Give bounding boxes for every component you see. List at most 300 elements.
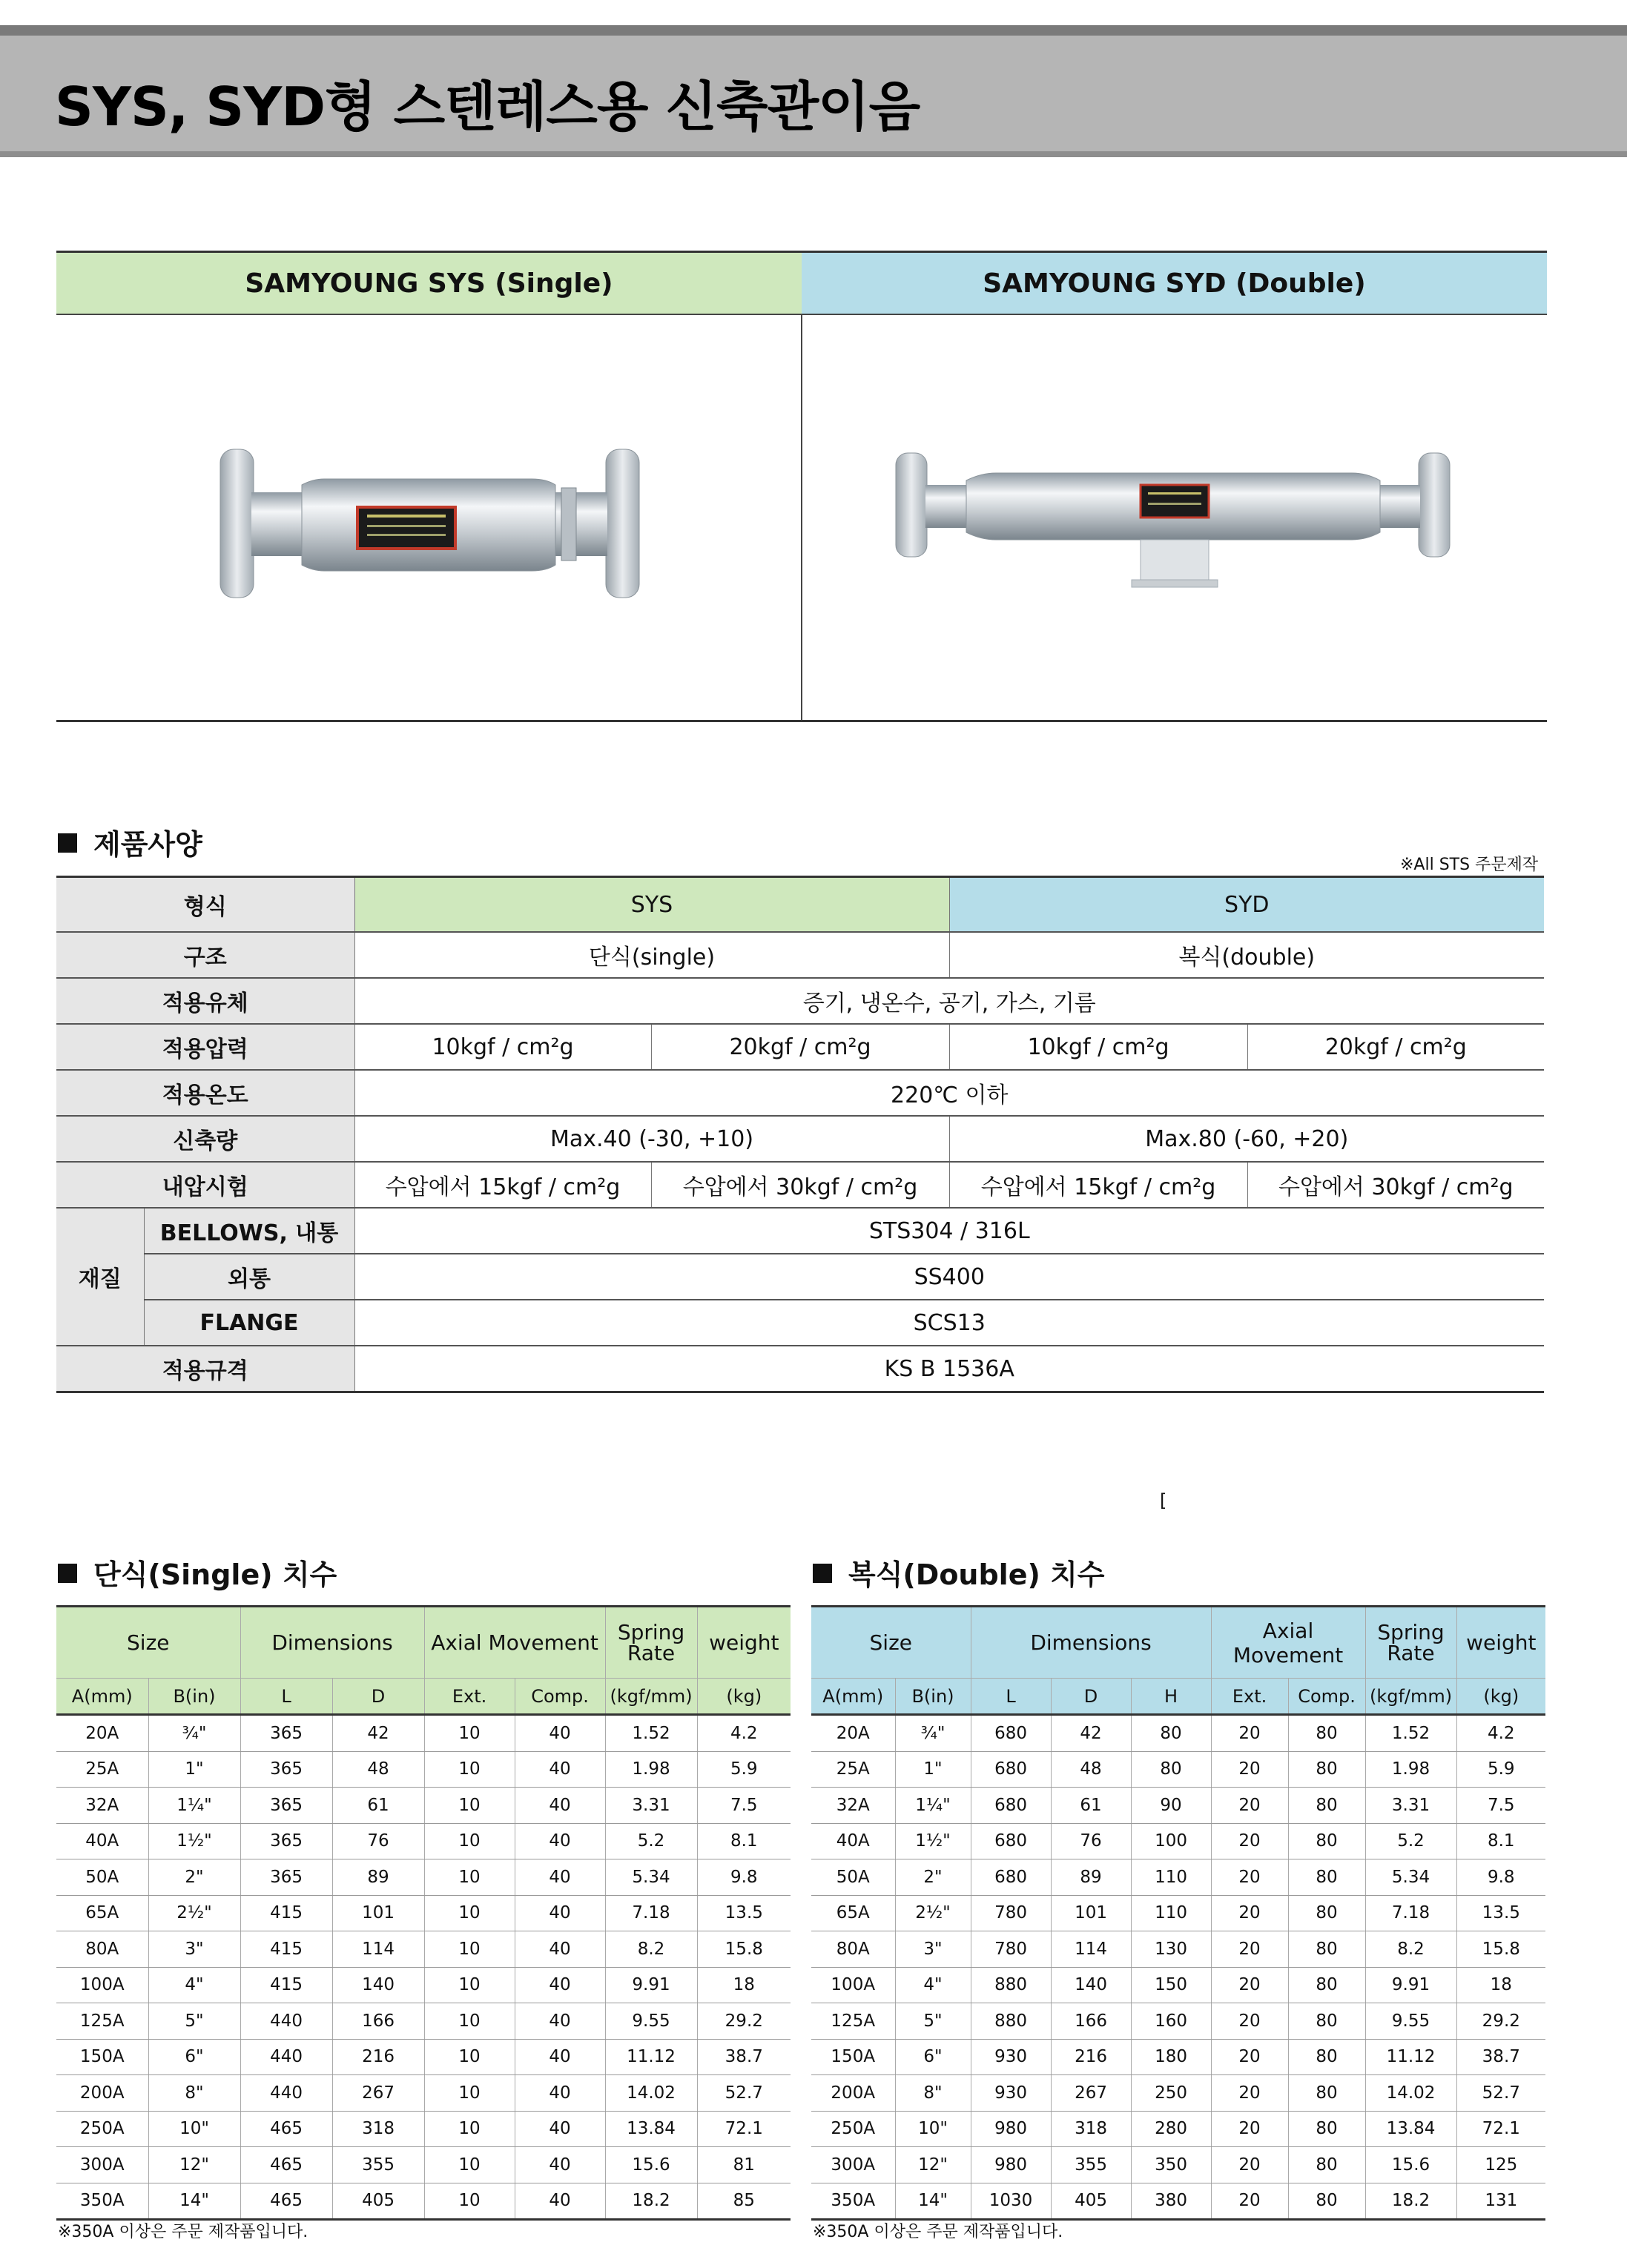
spec-std-label: 적용규격 [56,1346,354,1392]
sys-image-cell [56,314,802,721]
column-subheader: Ext. [1211,1679,1288,1715]
table-row [56,1208,1544,1254]
table-cell: 20 [1211,2003,1288,2040]
table-cell: 80 [1131,1715,1211,1752]
square-bullet-icon [813,1564,832,1583]
table-cell: 380 [1131,2183,1211,2220]
table-cell: 61 [1051,1788,1131,1824]
table-cell: 50A [811,1859,895,1896]
table-cell: 125A [811,2003,895,2040]
table-cell: 3.31 [1365,1788,1456,1824]
spec-type-label: 형식 [56,877,354,933]
table-cell: 18 [1456,1967,1545,2003]
table-cell: 80A [811,1931,895,1968]
column-subheader: L [971,1679,1051,1715]
table-cell: 8.1 [697,1823,791,1859]
table-cell: 150A [56,2039,148,2075]
column-subheader: (kg) [1456,1679,1545,1715]
table-cell: 3" [148,1931,240,1968]
table-cell: 166 [1051,2003,1131,2040]
table-cell: 80 [1131,1751,1211,1788]
table-cell: 7.5 [697,1788,791,1824]
table-cell: 13.5 [697,1895,791,1931]
table-cell: 29.2 [697,2003,791,2040]
table-cell: 131 [1456,2183,1545,2220]
table-cell: 10 [424,1823,515,1859]
table-cell: 20 [1211,1859,1288,1896]
spec-outer-value: SS400 [354,1254,1544,1300]
table-row [56,932,1544,978]
table-cell: 89 [1051,1859,1131,1896]
column-subheader: B(in) [895,1679,971,1715]
table-cell: 250A [811,2111,895,2147]
table-cell: 1.98 [605,1751,697,1788]
table-cell: 318 [332,2111,424,2147]
spec-material-label: 재질 [56,1208,144,1346]
table-cell: 80 [1288,2183,1365,2220]
spec-exp-label: 신축량 [56,1116,354,1162]
table-row [811,1788,1545,1824]
table-cell: 29.2 [1456,2003,1545,2040]
table-cell: 80 [1288,1823,1365,1859]
table-cell: 355 [332,2147,424,2183]
table-row [811,1823,1545,1859]
table-cell: 980 [971,2111,1051,2147]
table-row [56,1346,1544,1392]
square-bullet-icon [58,1564,77,1583]
table-cell: 10" [148,2111,240,2147]
table-cell: 80 [1288,1751,1365,1788]
table-cell: 125 [1456,2147,1545,2183]
table-cell: 114 [332,1931,424,1968]
table-row [56,2039,791,2075]
spec-note: ※All STS 주문제작 [1400,856,1539,874]
table-cell: 166 [332,2003,424,2040]
table-cell: 15.8 [1456,1931,1545,1968]
table-cell: 10 [424,1895,515,1931]
table-cell: 40 [515,1967,605,2003]
column-subheader: (kgf/mm) [605,1679,697,1715]
table-row [56,2111,791,2147]
table-cell: 1¼" [148,1788,240,1824]
top-rule [0,25,1627,36]
table-cell: 40 [515,1931,605,1968]
table-cell: 6" [895,2039,971,2075]
table-cell: 300A [811,2147,895,2183]
table-cell: 80 [1288,1931,1365,1968]
table-cell: 42 [1051,1715,1131,1752]
table-cell: 32A [56,1788,148,1824]
table-cell: 7.18 [1365,1895,1456,1931]
table-cell: 100A [56,1967,148,2003]
double-axial-header: Axial Movement [1211,1607,1365,1679]
table-cell: 440 [240,2039,332,2075]
table-row [56,1300,1544,1346]
table-row [56,877,1544,933]
column-subheader: Ext. [424,1679,515,1715]
table-cell: 13.84 [605,2111,697,2147]
table-cell: 365 [240,1788,332,1824]
spec-test-sys-15: 수압에서 15kgf / cm²g [354,1162,651,1208]
table-cell: 40 [515,1823,605,1859]
table-cell: 110 [1131,1895,1211,1931]
table-cell: 10 [424,1715,515,1752]
table-cell: 12" [148,2147,240,2183]
table-cell: 125A [56,2003,148,2040]
table-cell: 20 [1211,1715,1288,1752]
table-row [56,2147,791,2183]
table-cell: 5.9 [1456,1751,1545,1788]
table-cell: 76 [1051,1823,1131,1859]
table-cell: 318 [1051,2111,1131,2147]
table-cell: 80 [1288,1895,1365,1931]
table-cell: 101 [332,1895,424,1931]
spec-std-value: KS B 1536A [354,1346,1544,1392]
table-cell: 140 [1051,1967,1131,2003]
table-cell: 465 [240,2183,332,2220]
table-cell: 200A [811,2075,895,2112]
table-cell: 150A [811,2039,895,2075]
spec-bellows-value: STS304 / 316L [354,1208,1544,1254]
table-cell: 40A [811,1823,895,1859]
table-cell: 10 [424,2039,515,2075]
table-row [56,1788,791,1824]
table-cell: 6" [148,2039,240,2075]
spec-pressure-syd-20: 20kgf / cm²g [1247,1024,1544,1070]
table-cell: 10 [424,1788,515,1824]
table-cell: 350 [1131,2147,1211,2183]
table-row [56,2075,791,2112]
table-cell: 350A [811,2183,895,2220]
product-image-table [56,251,1547,722]
table-cell: 40 [515,1751,605,1788]
table-cell: 5.2 [605,1823,697,1859]
table-cell: 18.2 [1365,2183,1456,2220]
table-cell: 76 [332,1823,424,1859]
table-row [811,2183,1545,2220]
table-cell: 8" [895,2075,971,2112]
table-cell: 20A [811,1715,895,1752]
table-row [811,1751,1545,1788]
table-cell: 80 [1288,2111,1365,2147]
table-cell: 10" [895,2111,971,2147]
table-cell: 5.9 [697,1751,791,1788]
table-cell: 40 [515,1715,605,1752]
double-weight-header: weight [1456,1607,1545,1679]
column-subheader: A(mm) [811,1679,895,1715]
table-cell: 8.1 [1456,1823,1545,1859]
table-cell: 10 [424,2147,515,2183]
double-dims-title: 복식(Double) 치수 [813,1552,1105,1593]
table-cell: 65A [811,1895,895,1931]
column-subheader: B(in) [148,1679,240,1715]
table-cell: 40 [515,1859,605,1896]
table-cell: 10 [424,2003,515,2040]
table-cell: 5.34 [1365,1859,1456,1896]
table-cell: 40 [515,2183,605,2220]
table-cell: 780 [971,1895,1051,1931]
page-title: SYS, SYD형 스텐레스용 신축관이음 [55,76,920,138]
spec-test-syd-30: 수압에서 30kgf / cm²g [1247,1162,1544,1208]
table-row [56,978,1544,1024]
table-cell: 680 [971,1859,1051,1896]
table-cell: 2½" [148,1895,240,1931]
table-cell: 405 [1051,2183,1131,2220]
table-cell: 250 [1131,2075,1211,2112]
table-cell: 415 [240,1895,332,1931]
spec-temp-value: 220℃ 이하 [354,1070,1544,1116]
table-cell: 1.98 [1365,1751,1456,1788]
table-row [811,1715,1545,1752]
sys-image-header: SAMYOUNG SYS (Single) [56,252,802,315]
column-subheader: H [1131,1679,1211,1715]
table-cell: 200A [56,2075,148,2112]
table-cell: 100A [811,1967,895,2003]
spec-temp-label: 적용온도 [56,1070,354,1116]
table-cell: 5" [148,2003,240,2040]
single-size-header: Size [56,1607,240,1679]
table-cell: 465 [240,2147,332,2183]
spec-pressure-sys-10: 10kgf / cm²g [354,1024,651,1070]
table-cell: 80 [1288,1967,1365,2003]
table-cell: 8.2 [605,1931,697,1968]
table-cell: 80 [1288,2147,1365,2183]
table-cell: 4" [895,1967,971,2003]
table-cell: 101 [1051,1895,1131,1931]
table-cell: 110 [1131,1859,1211,1896]
spec-fluid-value: 증기, 냉온수, 공기, 가스, 기름 [354,978,1544,1024]
table-row [811,2003,1545,2040]
table-cell: 1030 [971,2183,1051,2220]
table-cell: 15.6 [605,2147,697,2183]
spec-flange-value: SCS13 [354,1300,1544,1346]
syd-image-header: SAMYOUNG SYD (Double) [802,252,1547,315]
table-cell: 81 [697,2147,791,2183]
table-row [56,1751,791,1788]
table-cell: 2" [148,1859,240,1896]
table-cell: 1" [148,1751,240,1788]
column-subheader: (kg) [697,1679,791,1715]
table-row [56,2003,791,2040]
table-cell: 40 [515,2147,605,2183]
stray-mark: [ [1160,1490,1167,1511]
table-cell: 85 [697,2183,791,2220]
table-cell: 80 [1288,2075,1365,2112]
spec-outer-label: 외통 [144,1254,354,1300]
table-cell: 365 [240,1823,332,1859]
table-cell: 1.52 [1365,1715,1456,1752]
table-cell: 52.7 [1456,2075,1545,2112]
single-dimensions-header: Dimensions [240,1607,424,1679]
table-row [56,1116,1544,1162]
table-cell: 680 [971,1751,1051,1788]
table-cell: 11.12 [1365,2039,1456,2075]
table-cell: 38.7 [1456,2039,1545,2075]
table-cell: 365 [240,1751,332,1788]
table-row [56,1931,791,1968]
table-cell: 13.5 [1456,1895,1545,1931]
table-cell: 4" [148,1967,240,2003]
table-cell: 40 [515,2003,605,2040]
table-cell: 9.8 [1456,1859,1545,1896]
table-row [811,2147,1545,2183]
table-row [56,2183,791,2220]
table-cell: 48 [1051,1751,1131,1788]
table-cell: 89 [332,1859,424,1896]
table-cell: 40 [515,2039,605,2075]
table-cell: 40 [515,2111,605,2147]
table-cell: 80A [56,1931,148,1968]
table-cell: 355 [1051,2147,1131,2183]
table-cell: 72.1 [1456,2111,1545,2147]
spec-exp-syd: Max.80 (-60, +20) [949,1116,1544,1162]
table-row [811,1931,1545,1968]
table-cell: 1½" [148,1823,240,1859]
single-dims-title: 단식(Single) 치수 [58,1552,337,1593]
table-cell: 3" [895,1931,971,1968]
spec-pressure-sys-20: 20kgf / cm²g [651,1024,949,1070]
table-cell: 80 [1288,1715,1365,1752]
table-row [56,1715,791,1752]
table-cell: 20 [1211,1967,1288,2003]
double-footnote: ※350A 이상은 주문 제작품입니다. [813,2223,1063,2241]
table-cell: 365 [240,1859,332,1896]
double-spring-header: Spring Rate [1365,1607,1456,1679]
table-cell: ¾" [148,1715,240,1752]
table-cell: 14" [148,2183,240,2220]
table-cell: 65A [56,1895,148,1931]
table-cell: 5" [895,2003,971,2040]
table-cell: 2½" [895,1895,971,1931]
table-cell: 7.5 [1456,1788,1545,1824]
table-cell: 150 [1131,1967,1211,2003]
table-cell: 2" [895,1859,971,1896]
table-cell: 8.2 [1365,1931,1456,1968]
single-footnote: ※350A 이상은 주문 제작품입니다. [58,2223,308,2241]
table-cell: 980 [971,2147,1051,2183]
spec-section-title: 제품사양 [58,821,202,862]
table-cell: 20A [56,1715,148,1752]
table-cell: 50A [56,1859,148,1896]
table-row [811,1895,1545,1931]
column-subheader: A(mm) [56,1679,148,1715]
table-cell: 20 [1211,2147,1288,2183]
table-row [56,1070,1544,1116]
table-cell: 7.18 [605,1895,697,1931]
table-cell: 72.1 [697,2111,791,2147]
table-cell: 440 [240,2003,332,2040]
table-cell: 10 [424,1751,515,1788]
table-row [56,1162,1544,1208]
table-cell: 780 [971,1931,1051,1968]
table-cell: 10 [424,2111,515,2147]
column-subheader: Comp. [515,1679,605,1715]
table-cell: 20 [1211,1823,1288,1859]
table-cell: 80 [1288,1788,1365,1824]
table-cell: 10 [424,1859,515,1896]
table-cell: 13.84 [1365,2111,1456,2147]
table-cell: 10 [424,2075,515,2112]
spec-exp-sys: Max.40 (-30, +10) [354,1116,949,1162]
table-cell: 415 [240,1931,332,1968]
table-cell: 680 [971,1788,1051,1824]
table-cell: 9.55 [605,2003,697,2040]
table-row [56,1024,1544,1070]
table-cell: 80 [1288,2003,1365,2040]
table-cell: 20 [1211,1751,1288,1788]
table-cell: 280 [1131,2111,1211,2147]
table-row [56,1967,791,2003]
table-cell: 20 [1211,2183,1288,2220]
table-cell: 42 [332,1715,424,1752]
sys-joint-image [57,316,799,719]
table-cell: 80 [1288,2039,1365,2075]
spec-bellows-label: BELLOWS, 내통 [144,1208,354,1254]
table-cell: 40 [515,2075,605,2112]
spec-test-label: 내압시험 [56,1162,354,1208]
table-cell: 20 [1211,1895,1288,1931]
table-row [811,2111,1545,2147]
table-cell: 14" [895,2183,971,2220]
table-row [811,2075,1545,2112]
table-row [811,2039,1545,2075]
single-spring-header: Spring Rate [605,1607,697,1679]
syd-joint-image [803,316,1545,719]
table-cell: 680 [971,1823,1051,1859]
table-cell: 12" [895,2147,971,2183]
spec-flange-label: FLANGE [144,1300,354,1346]
table-cell: 18.2 [605,2183,697,2220]
table-cell: 10 [424,1931,515,1968]
table-cell: 15.6 [1365,2147,1456,2183]
table-cell: 880 [971,2003,1051,2040]
table-cell: 680 [971,1715,1051,1752]
spec-fluid-label: 적용유체 [56,978,354,1024]
table-cell: 5.34 [605,1859,697,1896]
table-cell: 10 [424,1967,515,2003]
spec-pressure-syd-10: 10kgf / cm²g [949,1024,1247,1070]
table-cell: 3.31 [605,1788,697,1824]
table-cell: 405 [332,2183,424,2220]
table-cell: 80 [1288,1859,1365,1896]
table-cell: 465 [240,2111,332,2147]
table-cell: 4.2 [697,1715,791,1752]
spec-struct-sys: 단식(single) [354,932,949,978]
table-cell: 880 [971,1967,1051,2003]
single-axial-header: Axial Movement [424,1607,605,1679]
table-row [811,1967,1545,2003]
table-cell: 1¼" [895,1788,971,1824]
table-row [56,1254,1544,1300]
table-row [56,1895,791,1931]
table-cell: 350A [56,2183,148,2220]
table-cell: 930 [971,2075,1051,2112]
table-cell: 18 [697,1967,791,2003]
table-cell: 100 [1131,1823,1211,1859]
table-cell: 25A [811,1751,895,1788]
table-cell: 10 [424,2183,515,2220]
spec-table [56,876,1544,1393]
title-bar [0,36,1627,157]
table-cell: 32A [811,1788,895,1824]
table-cell: 52.7 [697,2075,791,2112]
table-cell: 216 [1051,2039,1131,2075]
column-subheader: (kgf/mm) [1365,1679,1456,1715]
spec-type-sys: SYS [354,877,949,933]
spec-test-sys-30: 수압에서 30kgf / cm²g [651,1162,949,1208]
table-cell: 1½" [895,1823,971,1859]
table-cell: 40A [56,1823,148,1859]
